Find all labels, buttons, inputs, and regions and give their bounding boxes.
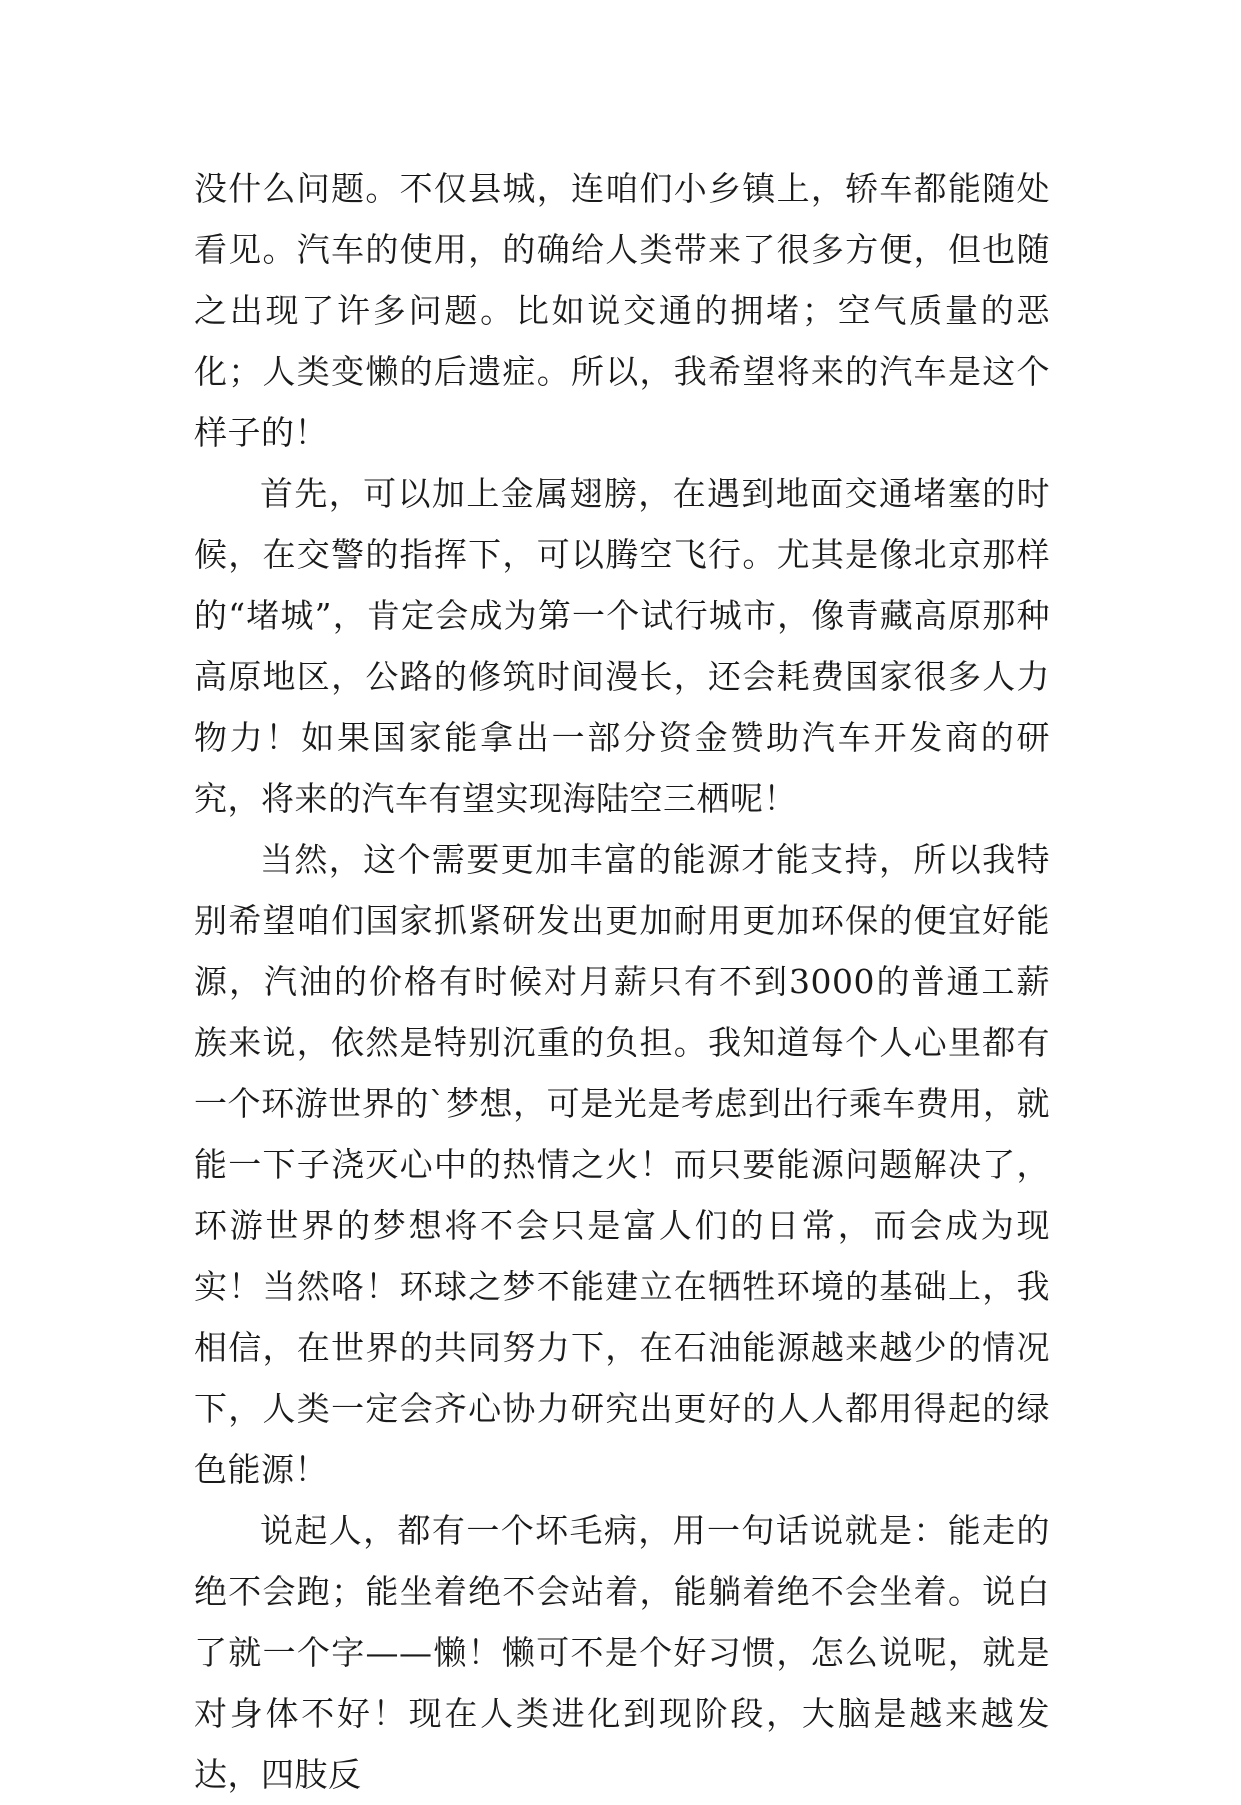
body-text [194,158,1050,1805]
paragraph-4: 说起人，都有一个坏毛病，用一句话说就是：能走的绝不会跑；能坐着绝不会站着，能躺着绝不会坐着。说白了就一个字——懒！懒可不是个好习惯，怎么说呢，就是对身体不好！现在人类进化到现阶段，大脑是越来越发达，四肢反 [194,1511,1050,1794]
paragraph-2: 首先，可以加上金属翅膀，在遇到地面交通堵塞的时候，在交警的指挥下，可以腾空飞行。尤其是像北京那样的“堵城”，肯定会成为第一个试行城市，像青藏高原那种高原地区，公路的修筑时间漫长，还会耗费国家很多人力物力！如果国家能拿出一部分资金赞助汽车开发商的研究，将来的汽车有望实现海陆空三栖呢！ [194,474,1050,818]
paragraph-3: 当然，这个需要更加丰富的能源才能支持，所以我特别希望咱们国家抓紧研发出更加耐用更加环保的便宜好能源，汽油的价格有时候对月薪只有不到3000的普通工薪族来说，依然是特别沉重的负担。我知道每个人心里都有一个环游世界的`梦想，可是光是考虑到出行乘车费用，就能一下子浇灭心中的热情之火！而只要能源问题解决了，环游世界的梦想将不会只是富人们的日常，而会成为现实！当然咯！环球之梦不能建立在牺牲环境的基础上，我相信，在世界的共同努力下，在石油能源越来越少的情况下，人类一定会齐心协力研究出更好的人人都用得起的绿色能源！ [194,840,1050,1489]
paragraph-1: 没什么问题。不仅县城，连咱们小乡镇上，轿车都能随处看见。汽车的使用，的确给人类带来了很多方便，但也随之出现了许多问题。比如说交通的拥堵；空气质量的恶化；人类变懒的后遗症。所以，我希望将来的汽车是这个样子的！ [194,169,1050,452]
